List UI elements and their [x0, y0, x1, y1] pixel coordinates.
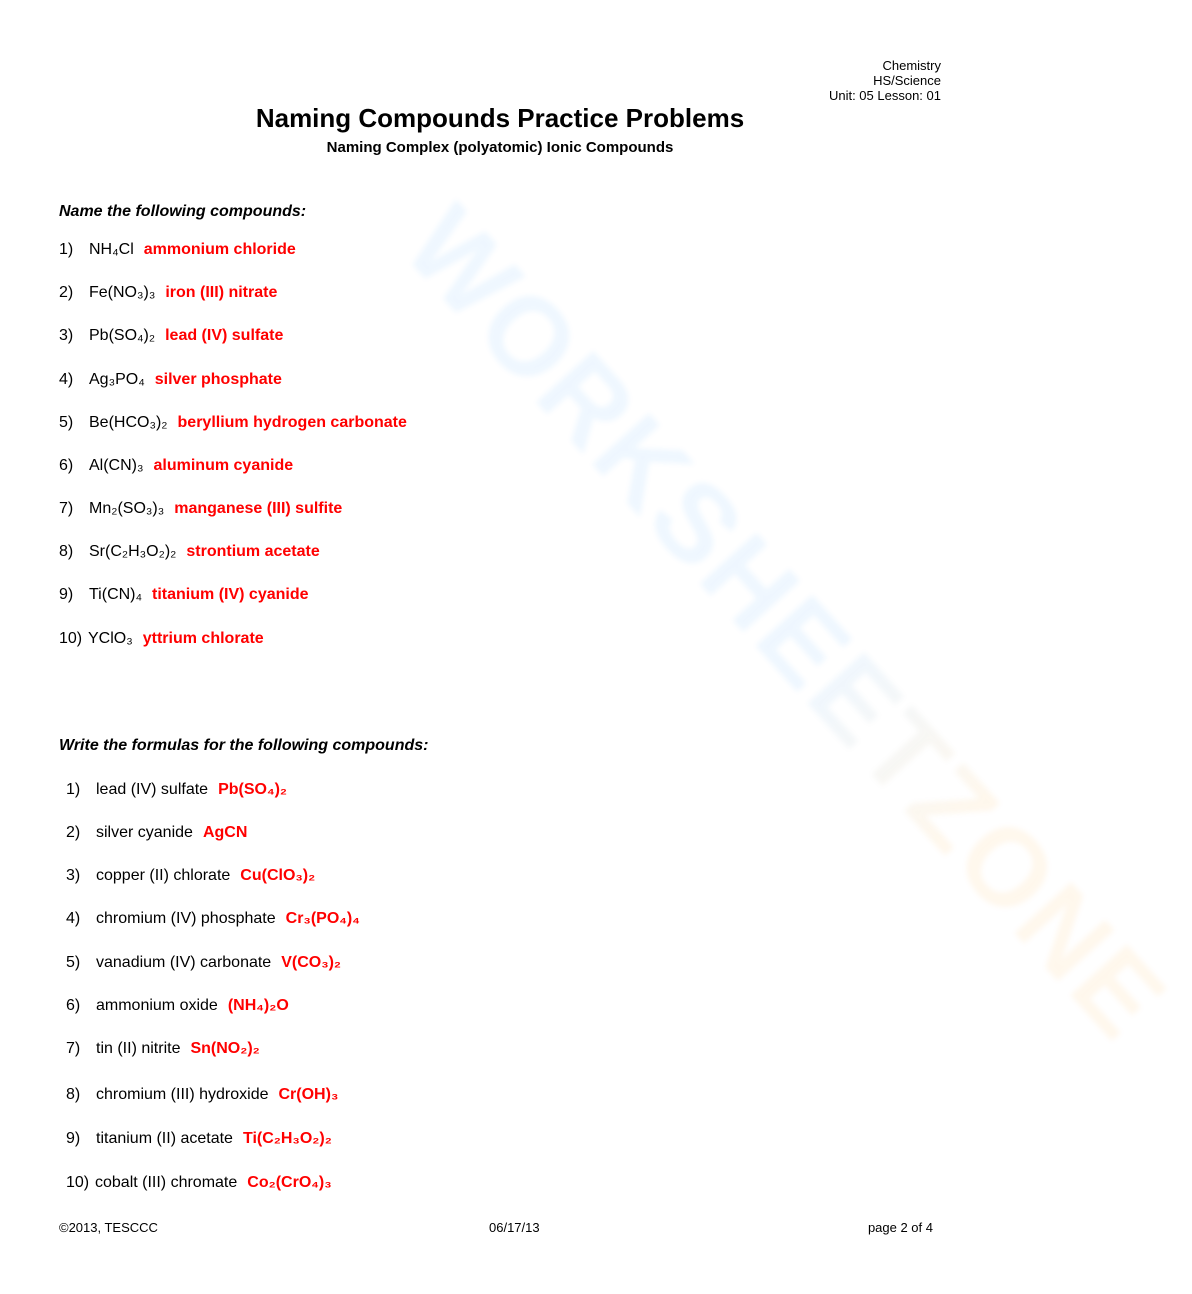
problem-question: ammonium oxide	[96, 997, 218, 1014]
problem-number: 6)	[66, 997, 81, 1014]
problem-answer: Co₂(CrO₄)₃	[247, 1174, 332, 1191]
problem-question: titanium (II) acetate	[96, 1130, 233, 1147]
problem-item	[59, 414, 407, 432]
problem-item	[59, 327, 283, 345]
problem-number: 5)	[66, 954, 81, 971]
problem-item	[59, 630, 264, 648]
problem-number: 5)	[59, 414, 74, 431]
problem-answer: manganese (III) sulfite	[174, 500, 343, 517]
page-subtitle: Naming Complex (polyatomic) Ionic Compounds	[326, 139, 674, 156]
problem-question: Be(HCO₃)₂	[89, 414, 168, 431]
problem-item	[59, 586, 309, 604]
problem-item	[66, 781, 287, 799]
problem-question: vanadium (IV) carbonate	[96, 954, 272, 971]
page-title: Naming Compounds Practice Problems	[255, 103, 745, 133]
problem-item	[66, 867, 315, 885]
problem-question: Pb(SO₄)₂	[89, 327, 156, 344]
problem-number: 8)	[59, 543, 74, 560]
problem-question: Mn₂(SO₃)₃	[89, 500, 165, 517]
problem-number: 1)	[59, 241, 74, 258]
problem-answer: Cr(OH)₃	[278, 1086, 339, 1103]
problem-item	[59, 284, 277, 302]
problem-number: 9)	[66, 1130, 81, 1147]
problem-answer: titanium (IV) cyanide	[152, 586, 309, 603]
problem-question: cobalt (III) chromate	[95, 1174, 238, 1191]
problem-number: 6)	[59, 457, 74, 474]
problem-item	[66, 1040, 260, 1058]
problem-answer: Cu(ClO₃)₂	[240, 867, 316, 884]
problem-number: 3)	[59, 327, 74, 344]
problem-question: Ag₃PO₄	[89, 371, 145, 388]
problem-question: silver cyanide	[96, 824, 193, 841]
problem-number: 10)	[66, 1174, 90, 1191]
problem-item	[59, 543, 320, 561]
footer-date: 06/17/13	[489, 1220, 540, 1235]
problem-item	[66, 910, 360, 928]
problem-number: 4)	[59, 371, 74, 388]
unit-lesson: Unit: 05 Lesson: 01	[828, 88, 941, 103]
problem-number: 4)	[66, 910, 81, 927]
subject: Chemistry	[882, 58, 941, 73]
problem-question: lead (IV) sulfate	[96, 781, 209, 798]
problem-number: 2)	[66, 824, 81, 841]
problem-number: 3)	[66, 867, 81, 884]
problem-item	[59, 371, 282, 389]
problem-question: copper (II) chlorate	[96, 867, 231, 884]
problem-answer: aluminum cyanide	[153, 457, 294, 474]
problem-answer: Cr₃(PO₄)₄	[285, 910, 360, 927]
problem-item	[59, 500, 342, 518]
problem-answer: Sn(NO₂)₂	[190, 1040, 260, 1057]
problem-question: tin (II) nitrite	[96, 1040, 181, 1057]
problem-question: Al(CN)₃	[89, 457, 144, 474]
problem-answer: strontium acetate	[186, 543, 320, 560]
problem-question: NH₄Cl	[89, 241, 134, 258]
document-header	[829, 58, 941, 103]
problem-answer: V(CO₃)₂	[281, 954, 342, 971]
footer-copyright: ©2013, TESCCC	[59, 1220, 158, 1235]
problem-item	[59, 241, 296, 259]
problem-question: Fe(NO₃)₃	[89, 284, 156, 301]
problem-item	[66, 1086, 338, 1104]
problem-number: 2)	[59, 284, 74, 301]
problem-answer: Ti(C₂H₃O₂)₂	[242, 1130, 332, 1147]
section2-heading: Write the formulas for the following compounds:	[59, 737, 429, 754]
watermark: WORKSHEETZONE	[381, 183, 1191, 1064]
problem-number: 9)	[59, 586, 74, 603]
problem-question: YClO₃	[88, 630, 133, 647]
problem-answer: beryllium hydrogen carbonate	[177, 414, 407, 431]
problem-answer: (NH₄)₂O	[227, 997, 289, 1014]
section1-heading: Name the following compounds:	[59, 203, 307, 220]
problem-number: 7)	[59, 500, 74, 517]
footer-page: page 2 of 4	[867, 1220, 933, 1235]
problem-item	[66, 824, 247, 842]
problem-answer: ammonium chloride	[143, 241, 296, 258]
problem-answer: silver phosphate	[154, 371, 282, 388]
problem-answer: yttrium chlorate	[142, 630, 264, 647]
problem-item	[66, 997, 289, 1015]
problem-item	[59, 457, 293, 475]
problem-number: 8)	[66, 1086, 81, 1103]
problem-question: Sr(C₂H₃O₂)₂	[89, 543, 177, 560]
problem-answer: lead (IV) sulfate	[165, 327, 284, 344]
problem-question: chromium (IV) phosphate	[96, 910, 276, 927]
problem-number: 1)	[66, 781, 81, 798]
problem-number: 10)	[59, 630, 83, 647]
problem-item	[66, 954, 341, 972]
problem-item	[66, 1174, 332, 1192]
problem-number: 7)	[66, 1040, 81, 1057]
problem-answer: Pb(SO₄)₂	[218, 781, 288, 798]
problem-answer: AgCN	[202, 824, 248, 841]
problem-question: chromium (III) hydroxide	[96, 1086, 269, 1103]
problem-item	[66, 1130, 332, 1148]
course: HS/Science	[873, 73, 941, 88]
problem-answer: iron (III) nitrate	[165, 284, 278, 301]
problem-question: Ti(CN)₄	[89, 586, 143, 603]
